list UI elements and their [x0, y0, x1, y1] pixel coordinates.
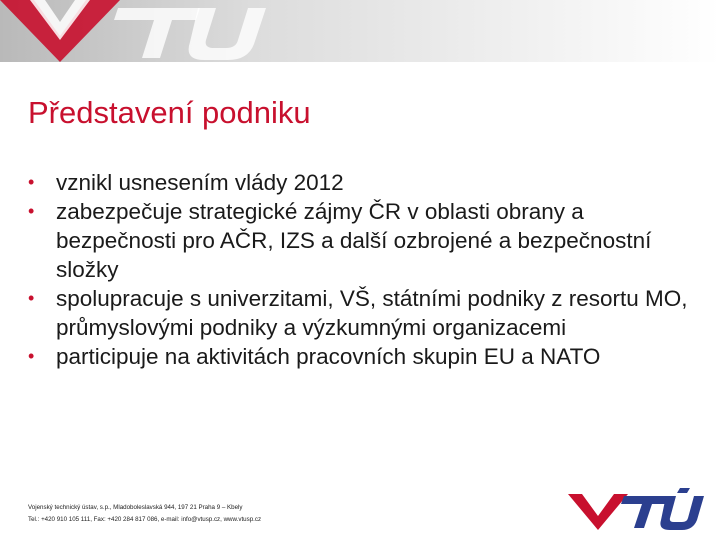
- vtu-logo-top-icon: [0, 0, 270, 62]
- bullet-icon: •: [28, 201, 35, 221]
- bullet-icon: •: [28, 172, 35, 192]
- list-item-text: participuje na aktivitách pracovních skupin EU a NATO: [56, 344, 601, 369]
- list-item: [26, 197, 706, 284]
- list-item: [26, 342, 706, 371]
- list-item: [26, 284, 706, 342]
- footer-phone-email: Tel.: +420 910 105 111, Fax: +420 284 817 086, e-mail: info@vtusp.cz, www.vtusp.cz: [28, 516, 262, 523]
- page-title: Představení podniku: [28, 95, 311, 130]
- bullet-list: [26, 168, 706, 371]
- list-item-text: zabezpečuje strategické zájmy ČR v oblasti obrany a bezpečnosti pro AČR, IZS a další ozbrojené a bezpečnostní složky: [56, 199, 652, 282]
- footer-contact: [28, 502, 261, 526]
- list-item: [26, 168, 706, 197]
- bullet-icon: •: [28, 346, 35, 366]
- vtu-logo-bottom-icon: [566, 488, 706, 532]
- list-item-text: spolupracuje s univerzitami, VŠ, státními podniky z resortu MO, průmyslovými podniky a výzkumnými organizacemi: [56, 286, 688, 340]
- bullet-icon: •: [28, 288, 35, 308]
- list-item-text: vznikl usnesením vlády 2012: [56, 170, 344, 195]
- footer-address: Vojenský technický ústav, s.p., Mladoboleslavská 944, 197 21 Praha 9 – Kbely: [28, 504, 243, 511]
